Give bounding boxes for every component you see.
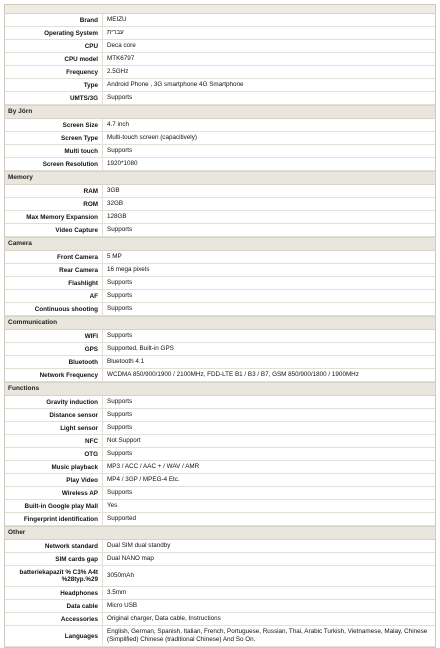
spec-row [5,119,435,132]
spec-label: Accessories [5,613,103,625]
spec-label: Screen Resolution [5,158,103,170]
spec-label: Rear Camera [5,264,103,276]
spec-value: עברית [107,29,124,36]
spec-value: Micro USB [107,602,138,609]
spec-row [5,553,435,566]
spec-row [5,343,435,356]
spec-label: Light sensor [5,422,103,434]
spec-row [5,290,435,303]
spec-value: Not Support [107,437,141,444]
spec-row [5,14,435,27]
table-top-strip [5,5,435,14]
spec-row [5,40,435,53]
spec-value: Multi-touch screen (capacitively) [107,134,197,141]
spec-label: AF [5,290,103,302]
spec-row [5,79,435,92]
spec-value: Supports [107,398,133,405]
spec-label: Headphones [5,587,103,599]
spec-value: 16 mega pixels [107,266,150,273]
spec-row [5,626,435,647]
spec-value: Supports [107,147,133,154]
spec-value: Android Phone , 3G smartphone 4G Smartphone [107,81,244,88]
spec-value: 128GB [107,213,127,220]
spec-value: Yes [107,502,118,509]
spec-row [5,487,435,500]
spec-value: 1920*1080 [107,160,138,167]
spec-label: Type [5,79,103,91]
spec-value: 3050mAh [107,572,134,579]
spec-row [5,500,435,513]
spec-row [5,600,435,613]
spec-value: 3.5mm [107,589,127,596]
spec-label: Play Video [5,474,103,486]
spec-row [5,53,435,66]
spec-value: MP3 / ACC / AAC + / WAV / AMR [107,463,200,470]
spec-row [5,422,435,435]
spec-row [5,587,435,600]
spec-value: 5 MP [107,253,122,260]
spec-row [5,277,435,290]
spec-row [5,27,435,40]
spec-value: 4.7 inch [107,121,130,128]
spec-value: Supports [107,305,133,312]
spec-row [5,330,435,343]
spec-label: NFC [5,435,103,447]
spec-value: MTK6797 [107,55,135,62]
section-header: Other [5,526,435,540]
spec-value: MEIZU [107,16,127,23]
spec-row [5,448,435,461]
spec-value: English, German, Spanish, Italian, French, Portuguese, Russian, Thai, Arabic Turkish, Vietnamese, Malay, Chinese (Simplified) Chinese (traditional Chinese) And So On. [107,628,428,643]
spec-label: Built-in Google play Mall [5,500,103,512]
spec-value: Supports [107,489,133,496]
spec-value: 3GB [107,187,120,194]
spec-value: 32GB [107,200,124,207]
spec-value: Dual SIM dual standby [107,542,171,549]
spec-row [5,303,435,316]
spec-table [4,4,436,648]
spec-value: Supports [107,94,133,101]
spec-row [5,145,435,158]
spec-label: SIM cards gap [5,553,103,565]
spec-row [5,474,435,487]
spec-label: Flashlight [5,277,103,289]
spec-row [5,461,435,474]
spec-label: RAM [5,185,103,197]
spec-label: Video Capture [5,224,103,236]
spec-label: Front Camera [5,251,103,263]
spec-row [5,435,435,448]
spec-row [5,369,435,382]
spec-label: WIFI [5,330,103,342]
spec-row [5,264,435,277]
spec-row [5,198,435,211]
spec-label: Screen Size [5,119,103,131]
spec-label: GPS [5,343,103,355]
spec-label: Wireless AP [5,487,103,499]
spec-value: Supported, Built-in GPS [107,345,174,352]
spec-value: Supports [107,279,133,286]
spec-row [5,566,435,587]
spec-row [5,409,435,422]
spec-label: Operating System [5,27,103,39]
spec-value: Supports [107,292,133,299]
spec-row [5,66,435,79]
spec-value: WCDMA 850/900/1900 / 2100MHz, FDD-LTE B1 / B3 / B7, GSM 850/900/1800 / 1900MHz [107,371,359,378]
spec-label: batteriekapazit % C3% A4t %28typ.%29 [5,566,103,586]
spec-label: Brand [5,14,103,26]
spec-label: ROM [5,198,103,210]
spec-row [5,224,435,237]
spec-label: Languages [5,626,103,646]
spec-row [5,540,435,553]
spec-value: Supports [107,424,133,431]
spec-label: OTG [5,448,103,460]
spec-label: Music playback [5,461,103,473]
spec-label: CPU [5,40,103,52]
spec-value: Supports [107,450,133,457]
spec-label: Frequency [5,66,103,78]
spec-value: Original charger, Data cable, Instructions [107,615,221,622]
spec-label: Network standard [5,540,103,552]
spec-label: Data cable [5,600,103,612]
spec-value: Supports [107,332,133,339]
spec-label: Fingerprint identification [5,513,103,525]
spec-label: CPU model [5,53,103,65]
section-header: Communication [5,316,435,330]
spec-value: 2.5GHz [107,68,129,75]
spec-value: Supports [107,226,133,233]
spec-row [5,613,435,626]
section-header: By Jörn [5,105,435,119]
spec-row [5,185,435,198]
spec-row [5,158,435,171]
section-header: Memory [5,171,435,185]
spec-label: UMTS/3G [5,92,103,104]
spec-label: Bluetooth [5,356,103,368]
spec-label: Screen Type [5,132,103,144]
spec-label: Continuous shooting [5,303,103,315]
spec-row [5,211,435,224]
spec-row [5,396,435,409]
spec-row [5,251,435,264]
spec-value: Supported [107,515,137,522]
section-header: Functions [5,382,435,396]
spec-row [5,356,435,369]
spec-value: Bluetooth 4.1 [107,358,145,365]
spec-label: Gravity induction [5,396,103,408]
spec-label: Multi touch [5,145,103,157]
spec-value: Supports [107,411,133,418]
spec-row [5,513,435,526]
spec-row [5,92,435,105]
spec-value: MP4 / 3GP / MPEG-4 Etc. [107,476,180,483]
section-header: Camera [5,237,435,251]
spec-value: Dual NANO map [107,555,154,562]
spec-label: Distance sensor [5,409,103,421]
spec-label: Max Memory Expansion [5,211,103,223]
spec-label: Network Frequency [5,369,103,381]
spec-row [5,132,435,145]
spec-value: Deca core [107,42,136,49]
